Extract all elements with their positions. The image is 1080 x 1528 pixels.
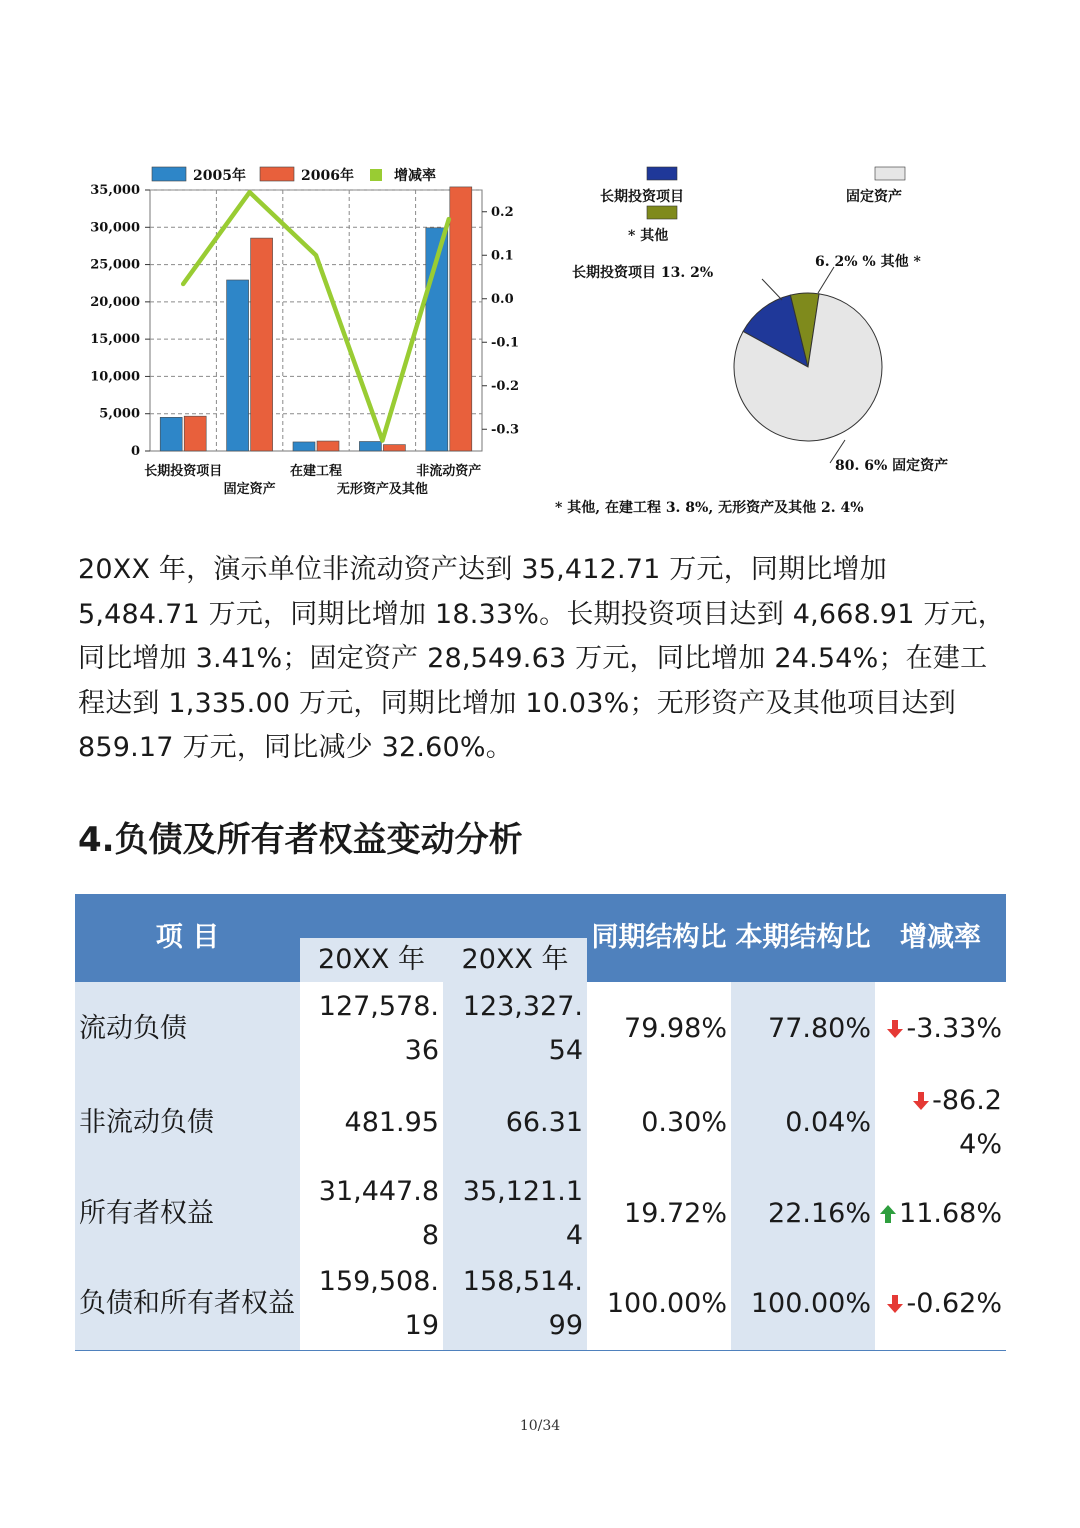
header-curr-struct: 本期结构比 [731,894,875,982]
row-year-2: 158,514.99 [443,1258,587,1350]
header-year-2: 20XX 年 [443,938,587,982]
pie-legend-swatch [875,167,905,180]
x-category-label: 无形资产及其他 [336,482,428,497]
analysis-paragraph: 20XX 年，演示单位非流动资产达到 35,412.71 万元，同期比增加 5,484.71 万元，同期比增加 18.33%。长期投资项目达到 4,668.91 万元，同比增加 3.41%；固定资产 28,549.63 万元，同比增加 24.54%；在建工程达到 1,335.00 万元，同期比增加 10.03%；无形资产及其他项目达到 859.17 万元，同比减少 32.60%。 [78,554,1005,763]
pie-legend-swatch [647,167,677,180]
row-year-1: 159,508.19 [300,1258,443,1350]
y2-tick-label: 0.1 [491,248,514,264]
y-tick-label: 35,000 [90,183,140,198]
header-item: 项 目 [75,894,300,982]
pie-legend-label: 长期投资项目 [600,189,684,205]
row-change-cell [875,1170,1006,1258]
row-change: -3.33% [906,1013,1002,1044]
bar-2006 [251,238,273,451]
row-change: -0.62% [906,1287,1002,1319]
legend-label: 2005年 [193,168,246,184]
arrow-down-icon [886,1009,904,1029]
row-year-2: 66.31 [443,1076,587,1170]
row-item: 负债和所有者权益 [75,1258,300,1350]
row-prev-struct: 79.98% [624,1013,727,1044]
pie-label-fixed: 80. 6% 固定资产 [835,458,949,474]
row-change-cell [875,982,1006,1076]
y-tick-label: 30,000 [90,220,140,236]
y-tick-label: 0 [130,444,140,459]
row-year-1: 31,447.88 [318,1176,439,1251]
bar-2005 [227,280,249,451]
header-year-1: 20XX 年 [300,938,443,982]
pie-label-other: 6. 2% % 其他 * [815,254,921,270]
row-prev-struct: 100.00% [587,1258,731,1350]
bar-2005 [293,442,315,451]
x-category-label: 固定资产 [223,482,276,497]
row-item: 所有者权益 [75,1170,300,1258]
row-item: 非流动负债 [75,1076,300,1170]
row-curr-struct: 77.80% [731,982,875,1076]
y-tick-label: 20,000 [90,294,140,310]
legend-swatch [152,167,186,181]
header-prev-struct: 同期结构比 [587,894,731,982]
header-blank [300,894,587,938]
y-tick-label: 5,000 [99,406,140,422]
charts-svg [0,150,1080,530]
page-number: 10/34 [519,1418,561,1434]
legend-swatch [370,169,382,181]
row-change: -86.24% [932,1085,1002,1160]
y2-tick-label: -0.2 [491,378,520,394]
pie-label-long-term: 长期投资项目 13. 2% [572,265,714,281]
bar-2006 [383,445,405,451]
pie-legend-label: 固定资产 [846,189,902,205]
row-curr-struct: 100.00% [731,1258,875,1350]
x-category-label: 长期投资项目 [144,464,223,479]
bar-2005 [160,417,182,451]
row-change-cell [875,1258,1006,1350]
bar-2006 [450,187,472,451]
table-row [75,982,1006,1076]
pie-legend-label: * 其他 [628,228,669,244]
pie-legend-swatch [647,206,677,219]
pie-leader-line [762,279,782,300]
arrow-down-icon [912,1081,930,1101]
y2-tick-label: -0.1 [491,335,520,351]
y-tick-label: 10,000 [90,369,140,385]
table-row [75,1258,1006,1350]
y-tick-label: 15,000 [90,332,140,348]
legend-label: 增减率 [394,168,436,184]
row-prev-struct: 19.72% [624,1198,727,1229]
table-row [75,1076,1006,1170]
legend-swatch [260,167,294,181]
row-change: 11.68% [899,1198,1002,1229]
liability-equity-table [75,894,1006,1351]
y-tick-label: 25,000 [90,257,140,273]
table-row [75,1170,1006,1258]
section-title: 4.负债及所有者权益变动分析 [78,820,523,860]
y2-tick-label: 0.0 [491,291,514,307]
row-year-2: 123,327.54 [443,982,587,1076]
charts-area [0,150,1080,530]
row-change-cell [875,1076,1006,1170]
row-curr-struct: 22.16% [731,1170,875,1258]
row-prev-struct: 0.30% [641,1107,727,1138]
bar-2006 [317,441,339,451]
x-category-label: 在建工程 [289,464,343,479]
row-curr-struct: 0.04% [731,1076,875,1170]
legend-label: 2006年 [301,168,354,184]
bar-2006 [184,416,206,451]
row-year-2: 35,121.14 [443,1170,587,1258]
pie-footnote: * 其他, 在建工程 3. 8%, 无形资产及其他 2. 4% [555,500,864,516]
bar-2005 [359,441,381,451]
pie-leader-line [818,267,834,293]
row-year-1: 127,578.36 [318,991,439,1066]
row-item: 流动负债 [75,982,300,1076]
header-change: 增减率 [875,894,1006,982]
y2-tick-label: 0.2 [491,204,514,220]
row-year-1: 481.95 [344,1107,439,1138]
x-category-label: 非流动资产 [416,464,482,479]
y2-tick-label: -0.3 [491,422,520,438]
arrow-down-icon [886,1284,904,1304]
arrow-up-icon [879,1194,897,1214]
